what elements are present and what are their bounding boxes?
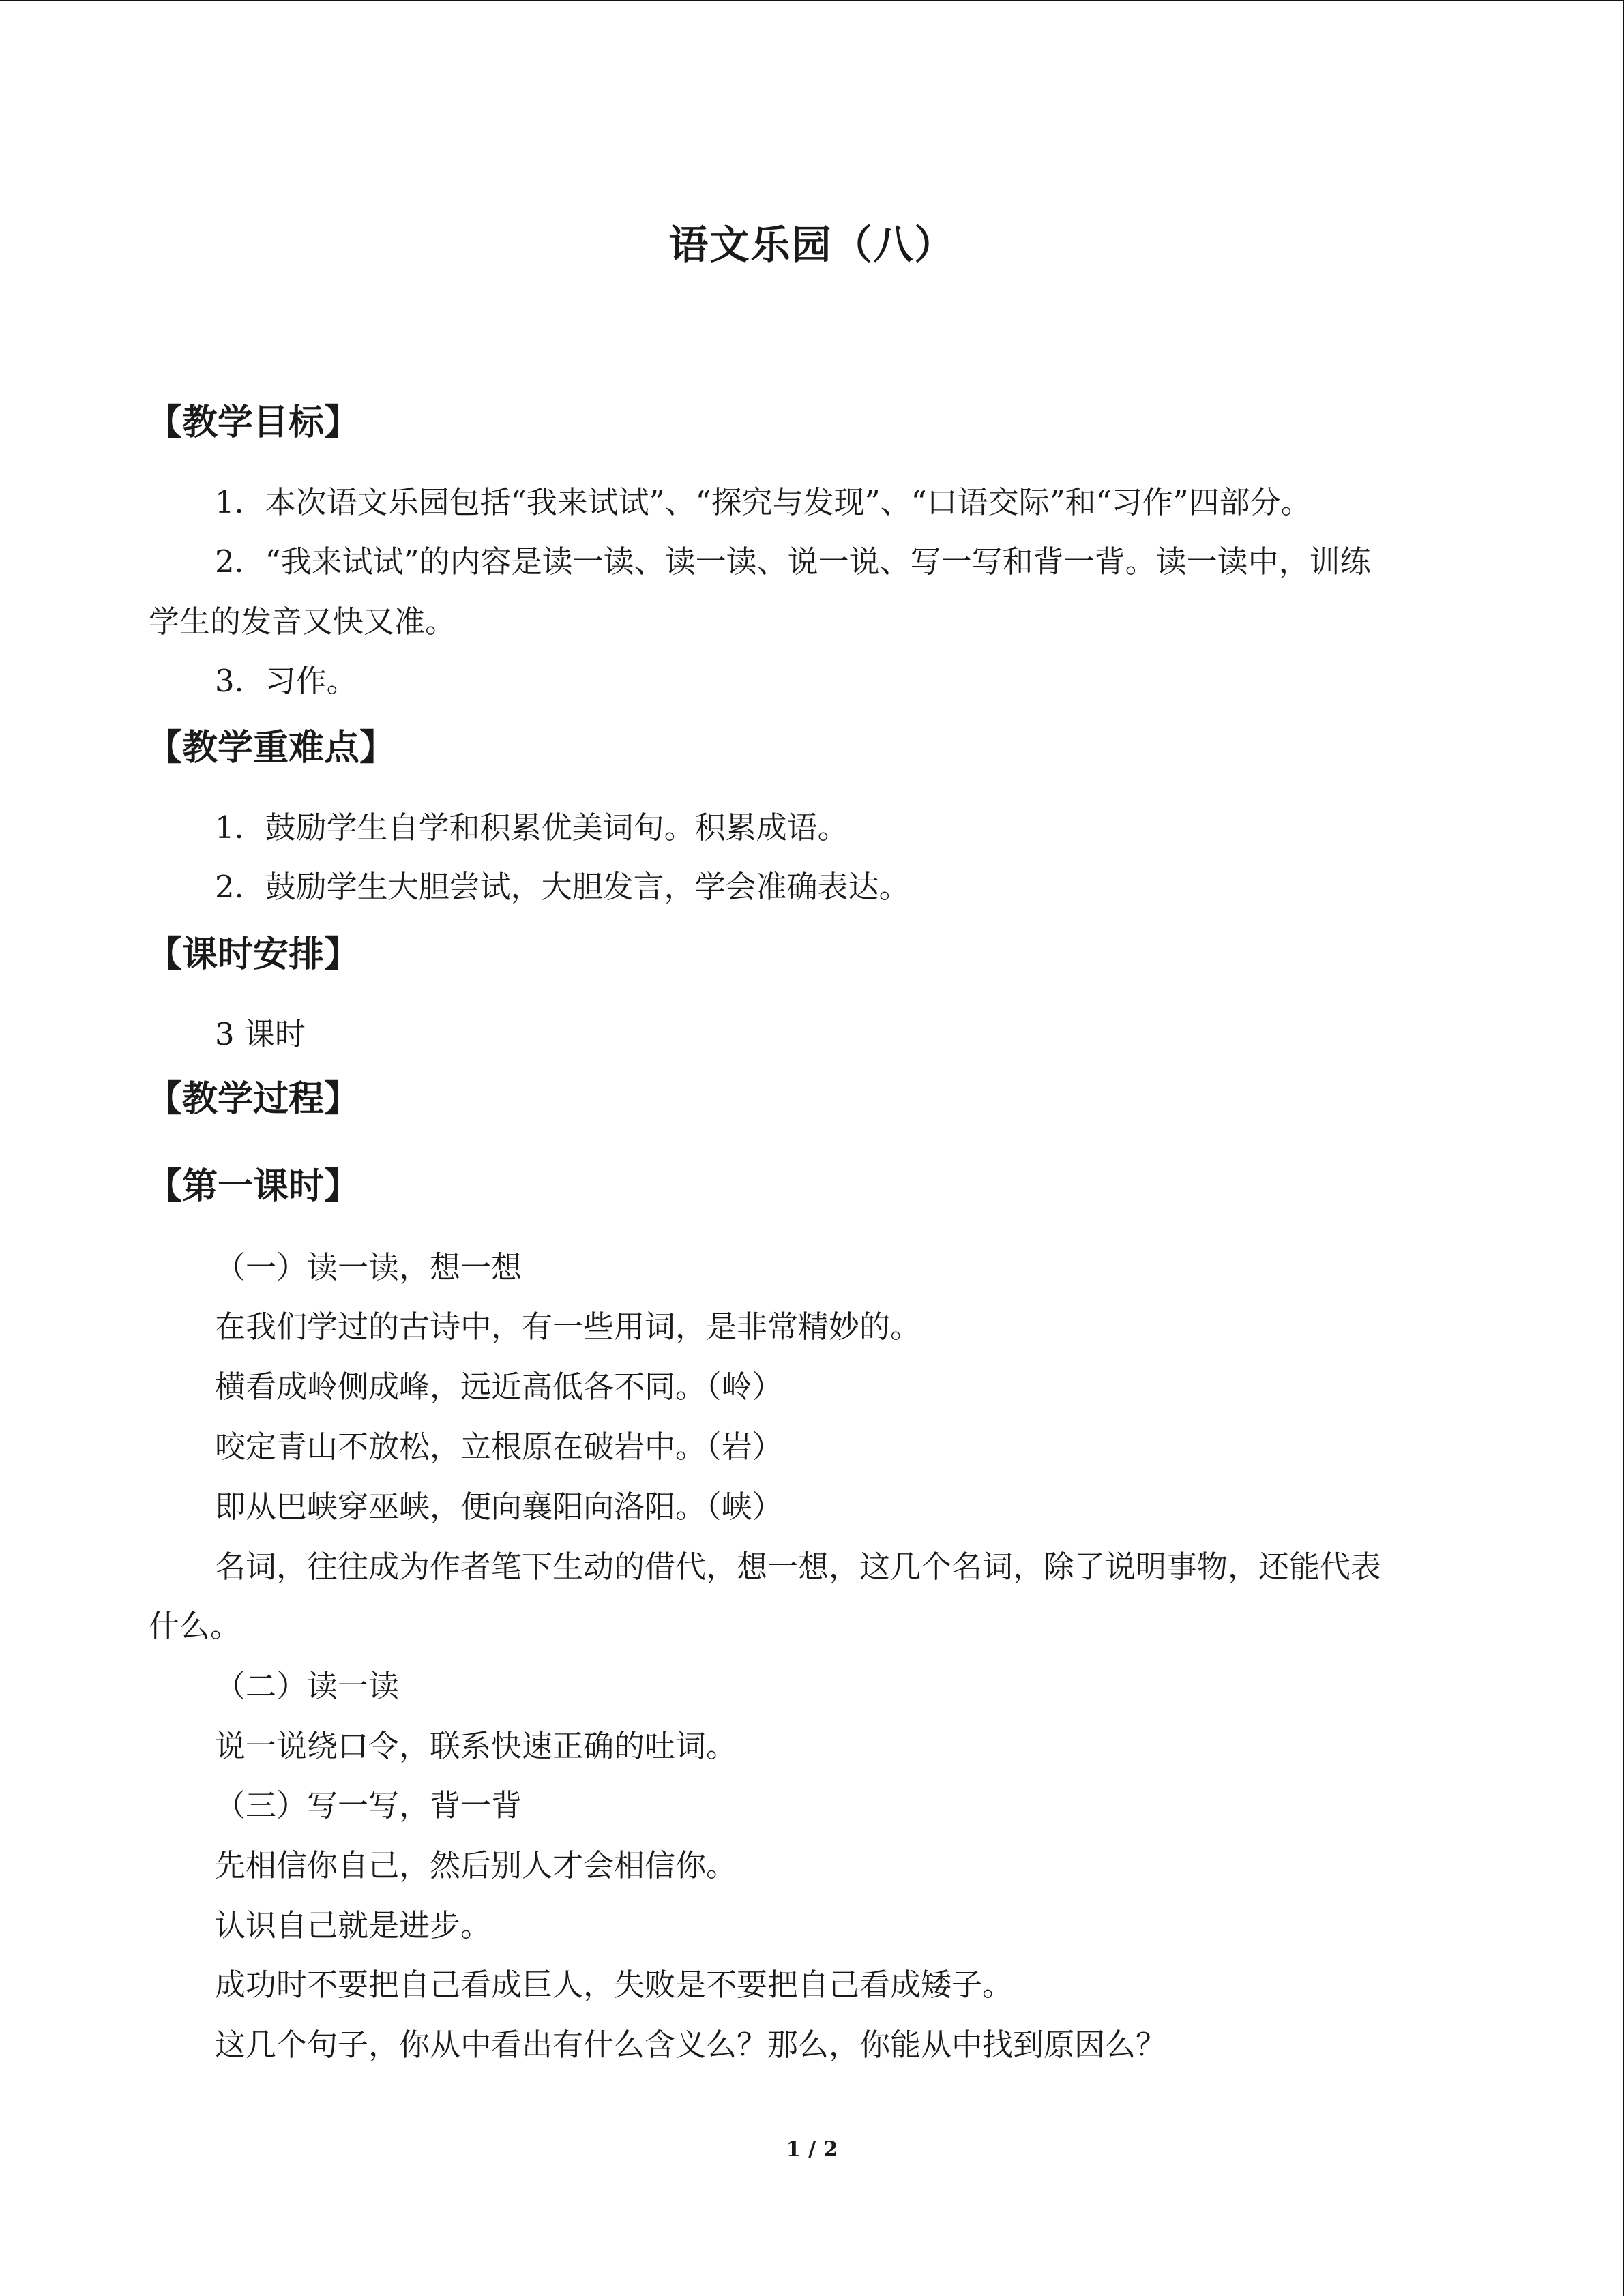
objective-item-1: 1．本次语文乐园包括“我来试试”、“探究与发现”、“口语交际”和“习作”四部分。 xyxy=(215,484,1312,520)
part-1-title: （一）读一读，想一想 xyxy=(215,1249,522,1285)
part-1-intro: 在我们学过的古诗中，有一些用词，是非常精妙的。 xyxy=(215,1309,921,1345)
page-number: 1 / 2 xyxy=(786,2137,838,2162)
question-line-2: 什么。 xyxy=(149,1608,241,1644)
saying-3: 成功时不要把自己看成巨人，失败是不要把自己看成矮子。 xyxy=(215,1967,1014,2003)
poem-line-2: 咬定青山不放松，立根原在破岩中。（岩） xyxy=(215,1429,783,1465)
closing-question: 这几个句子，你从中看出有什么含义么？那么，你能从中找到原因么？ xyxy=(215,2027,1167,2063)
heading-process: 【教学过程】 xyxy=(147,1078,360,1120)
part-2-title: （二）读一读 xyxy=(215,1668,400,1704)
key-point-item-2: 2．鼓励学生大胆尝试，大胆发言，学会准确表达。 xyxy=(215,869,910,905)
saying-2: 认识自己就是进步。 xyxy=(215,1907,492,1943)
part-3-title: （三）写一写，背一背 xyxy=(215,1787,522,1823)
objective-item-2-line-1: 2．“我来试试”的内容是读一读、读一读、说一说、写一写和背一背。读一读中，训练 xyxy=(215,543,1371,580)
key-point-item-1: 1．鼓励学生自学和积累优美词句。积累成语。 xyxy=(215,809,848,846)
heading-key-points: 【教学重难点】 xyxy=(147,727,396,769)
heading-objectives: 【教学目标】 xyxy=(147,402,360,443)
question-line-1: 名词，往往成为作者笔下生动的借代，想一想，这几个名词，除了说明事物，还能代表 xyxy=(215,1549,1382,1585)
heading-schedule: 【课时安排】 xyxy=(147,934,360,975)
objective-item-2-line-2: 学生的发音又快又准。 xyxy=(149,603,456,640)
poem-line-1: 横看成岭侧成峰，远近高低各不同。（岭） xyxy=(215,1369,783,1405)
document-title: 语文乐园（八） xyxy=(668,222,956,268)
part-2-text: 说一说绕口令，联系快速正确的吐词。 xyxy=(215,1728,737,1764)
poem-line-3: 即从巴峡穿巫峡，便向襄阳向洛阳。（峡） xyxy=(215,1489,783,1525)
objective-item-3: 3．习作。 xyxy=(215,663,357,699)
heading-lesson-1: 【第一课时】 xyxy=(147,1165,360,1207)
saying-1: 先相信你自己，然后别人才会相信你。 xyxy=(215,1847,737,1883)
schedule-text: 3 课时 xyxy=(215,1016,306,1052)
